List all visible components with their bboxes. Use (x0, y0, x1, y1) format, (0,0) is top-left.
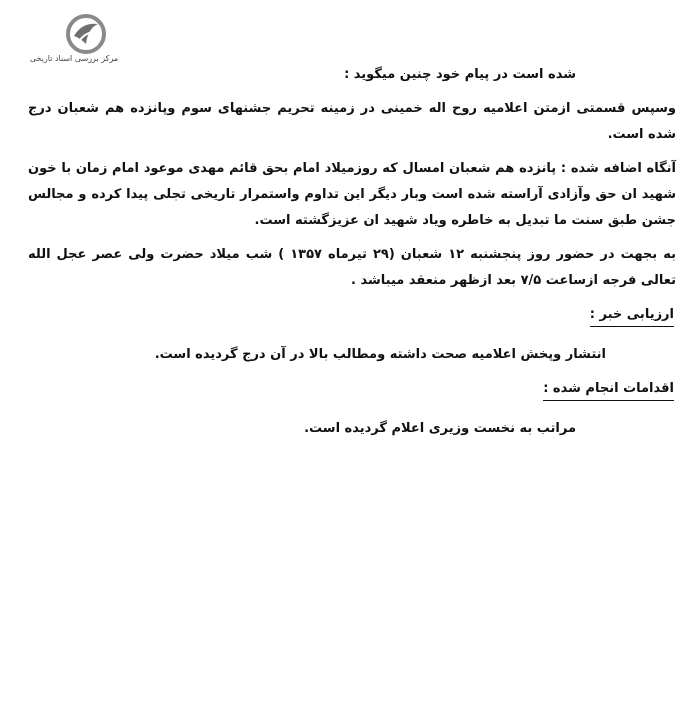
archive-logo-icon (64, 14, 108, 54)
document-body (28, 62, 676, 442)
heading-actions (28, 376, 676, 402)
heading-actions-text: اقدامات انجام شده : (543, 379, 674, 401)
heading-evaluation-text: ارزیابی خبر : (590, 305, 674, 327)
paragraph-added-statement: آنگاه اضافه شده : پانزده هم شعبان امسال که روزمیلاد امام بحق قائم مهدی موعود امام زمان با خون شهید ان حق وآزادی آراسته شده است وبار دیگر این تداوم واستمرار تاریخی تجلی پیدا کرده و مجالس جشن طبق سنت ما تبدیل به خاطره ویاد شهید ان عزیزگشته است. (28, 161, 676, 228)
heading-evaluation (28, 302, 676, 328)
paragraph-actions: مراتب به نخست وزیری اعلام گردیده است. (304, 421, 576, 436)
intro-line: شده است در پیام خود چنین میگوید : (344, 67, 576, 82)
archive-logo-caption: مرکز بررسی اسناد تاریخی (29, 54, 119, 63)
paragraph-ceremony-details: به بجهت در حضور روز پنجشنبه ۱۲ شعبان (۲۹ تیرماه ۱۳۵۷ ) شب میلاد حضرت ولی عصر عجل الله تعالی فرجه ازساعت ۷/۵ بعد ازظهر منعقد میباشد . (28, 247, 676, 288)
paragraph-evaluation: انتشار وپخش اعلامیه صحت داشته ومطالب بالا در آن درج گردیده است. (154, 347, 606, 362)
paragraph-khomeini-announcement: وسپس قسمتی ازمتن اعلامیه روح اله خمینی در زمینه تحریم جشنهای سوم وپانزده هم شعبان درج شده است. (28, 101, 676, 142)
